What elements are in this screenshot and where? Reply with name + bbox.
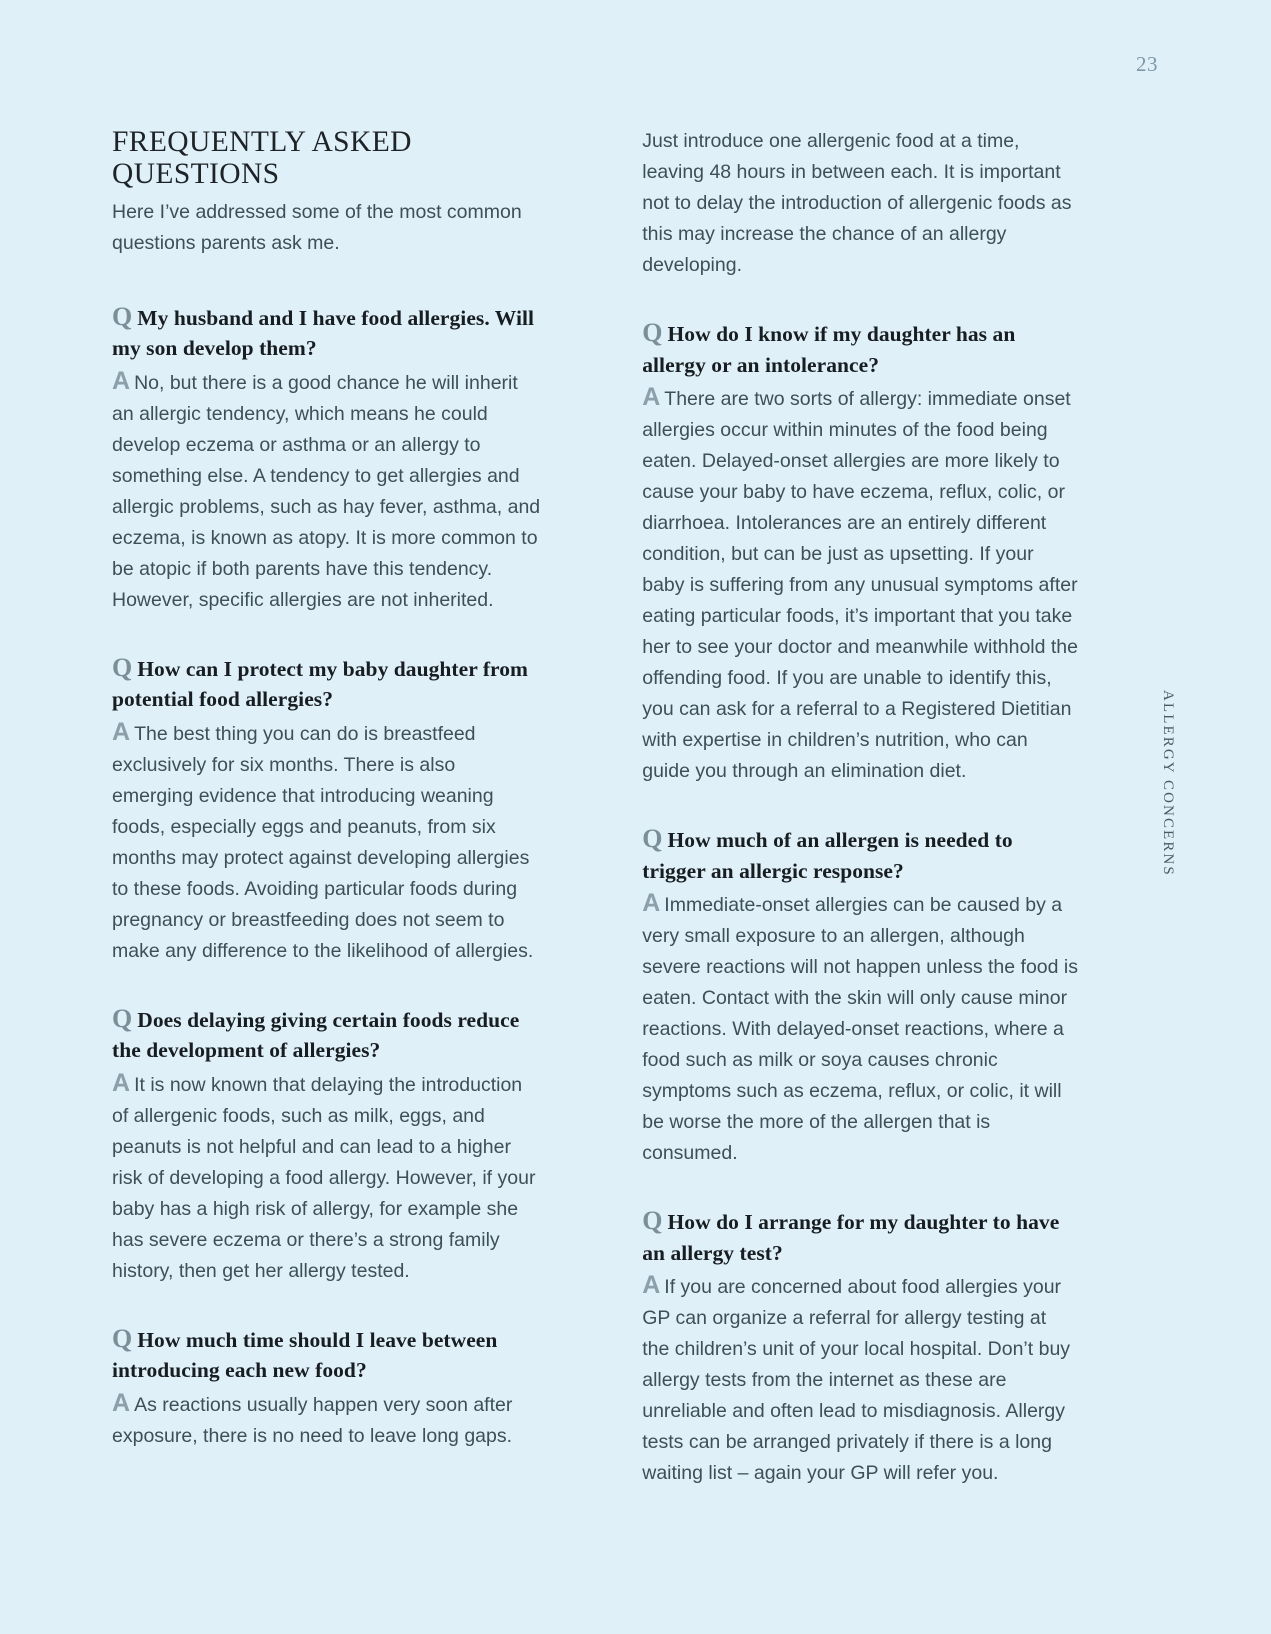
faq-question-text: Does delaying giving certain foods reduce the development of allergies? [112,1007,520,1063]
faq-question [112,303,541,364]
faq-item [642,319,1078,787]
question-marker-icon: Q [112,1323,133,1353]
faq-answer-text: It is now known that delaying the introduction of allergenic foods, such as milk, eggs, and peanuts is not helpful and can lead to a higher risk of developing a food allergy. However, if your baby has a high risk of allergy, for example she has severe eczema or there’s a strong family history, then get her allergy tested. [112,1073,536,1282]
faq-answer [112,717,541,967]
faq-question [112,1005,541,1066]
faq-question-text: How much of an allergen is needed to trigger an allergic response? [642,828,1013,883]
faq-item [112,303,541,616]
question-marker-icon: Q [112,652,133,682]
answer-marker-icon: A [112,1388,131,1417]
faq-question [112,1325,541,1386]
continued-answer-paragraph: Just introduce one allergenic food at a time, leaving 48 hours in between each. It is important not to delay the introduction of allergenic foods as this may increase the chance of an allergy developing. [642,130,1072,276]
two-column-body [112,126,1078,1489]
faq-answer [642,1270,1078,1489]
faq-answer-text: No, but there is a good chance he will inherit an allergic tendency, which means he could develop eczema or asthma or an allergy to something else. A tendency to get allergies and allergic problems, such as hay fever, asthma, and eczema, is known as atopy. It is more common to be atopic if both parents have this tendency. However, specific allergies are not inherited. [112,371,541,611]
page-title: FREQUENTLY ASKED QUESTIONS [112,126,412,191]
faq-question-text: How do I arrange for my daughter to have an allergy test? [642,1210,1060,1265]
running-head-chapter-title: ALLERGY CONCERNS [1160,690,1176,877]
faq-item [642,825,1078,1169]
left-column [112,126,541,1489]
faq-answer-text: As reactions usually happen very soon after exposure, there is no need to leave long gaps. [112,1393,513,1447]
answer-marker-icon: A [112,717,131,746]
faq-answer [642,888,1078,1169]
faq-item [112,1005,541,1287]
question-marker-icon: Q [642,824,663,853]
faq-answer-text: There are two sorts of allergy: immediate onset allergies occur within minutes of the food being eaten. Delayed-onset allergies are more likely to cause your baby to have eczema, reflux, colic, or diarrhoea. Intolerances are an entirely different condition, but can be just as upsetting. If your baby is suffering from any unusual symptoms after eating particular foods, it’s important that you take her to see your doctor and meanwhile withhold the offending food. If you are unable to identify this, you can ask for a referral to a Registered Dietitian with expertise in children’s nutrition, who can guide you through an elimination diet. [642,388,1078,782]
faq-answer-text: Immediate-onset allergies can be caused by a very small exposure to an allergen, although severe reactions will not happen unless the food is eaten. Contact with the skin will only cause minor reactions. With delayed-onset reactions, where a food such as milk or soya causes chronic symptoms such as eczema, reflux, or colic, it will be worse the more of the allergen that is consumed. [642,894,1078,1164]
faq-item [642,1207,1078,1489]
faq-question-text: How do I know if my daughter has an allergy or an intolerance? [642,322,1016,377]
faq-item [112,654,541,967]
question-marker-icon: Q [642,318,663,347]
answer-marker-icon: A [642,383,661,411]
faq-answer-text: The best thing you can do is breastfeed exclusively for six months. There is also emerging evidence that introducing weaning foods, especially eggs and peanuts, from six months may protect against developing allergies to these foods. Avoiding particular foods during pregnancy or breastfeeding does not seem to make any difference to the likelihood of allergies. [112,722,534,962]
faq-question [642,1207,1078,1268]
faq-answer [112,1388,541,1452]
right-column [642,126,1078,1489]
faq-question-text: How can I protect my baby daughter from potential food allergies? [112,656,529,712]
answer-marker-icon: A [112,366,131,395]
answer-marker-icon: A [642,1271,661,1299]
faq-question [112,654,541,715]
faq-question-text: How much time should I leave between introducing each new food? [112,1327,498,1383]
faq-question [642,825,1078,886]
answer-marker-icon: A [112,1068,131,1097]
faq-answer [642,382,1078,787]
question-marker-icon: Q [642,1206,663,1235]
faq-question-text: My husband and I have food allergies. Will my son develop them? [112,305,535,361]
intro-paragraph: Here I’ve addressed some of the most common questions parents ask me. [112,200,522,254]
faq-answer-text: If you are concerned about food allergies your GP can organize a referral for allergy testing at the children’s unit of your local hospital. Don’t buy allergy tests from the internet as these are unreliable and often lead to misdiagnosis. Allergy tests can be arranged privately if there is a long waiting list – again your GP will refer you. [642,1276,1071,1484]
faq-question [642,319,1078,380]
answer-marker-icon: A [642,889,661,917]
page-number: 23 [1136,52,1158,76]
faq-answer [112,366,541,616]
question-marker-icon: Q [112,1003,133,1033]
faq-item [112,1325,541,1452]
question-marker-icon: Q [112,301,133,331]
faq-answer [112,1068,541,1287]
